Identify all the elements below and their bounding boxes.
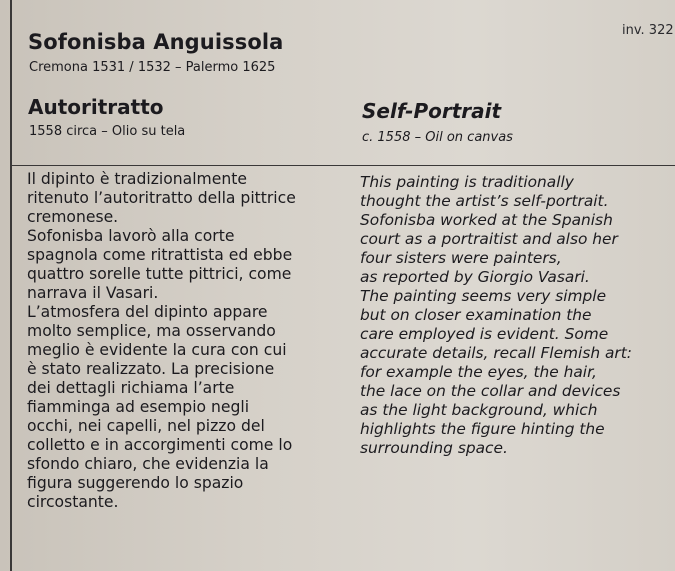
divider-line	[12, 165, 675, 166]
description-line-english: thought the artist’s self-portrait.	[360, 192, 609, 210]
description-line-italian: dei dettagli richiama l’arte	[27, 379, 235, 397]
description-line-english: the lace on the collar and devices	[360, 382, 621, 400]
description-line-italian: quattro sorelle tutte pittrici, come	[27, 265, 292, 283]
description-line-english: court as a portraitist and also her	[360, 230, 618, 248]
description-line-english: The painting seems very simple	[360, 287, 607, 305]
description-line-italian: Sofonisba lavorò alla corte	[27, 227, 235, 245]
description-line-italian: meglio è evidente la cura con cui	[27, 341, 287, 359]
description-line-english: This painting is traditionally	[360, 173, 574, 191]
description-line-italian: Il dipinto è tradizionalmente	[27, 170, 247, 188]
description-line-italian: molto semplice, ma osservando	[27, 322, 276, 340]
description-italian	[27, 170, 296, 512]
description-line-italian: spagnola come ritrattista ed ebbe	[27, 246, 293, 264]
description-line-italian: circostante.	[27, 493, 119, 511]
description-line-english: four sisters were painters,	[360, 249, 562, 267]
description-line-italian: ritenuto l’autoritratto della pittrice	[27, 189, 296, 207]
description-line-italian: sfondo chiaro, che evidenzia la	[27, 455, 269, 473]
info-italian: 1558 circa – Olio su tela	[29, 124, 186, 139]
title-italian: Autoritratto	[28, 95, 164, 119]
inventory-number: inv. 322	[622, 23, 674, 38]
artist-name: Sofonisba Anguissola	[28, 30, 284, 54]
artist-dates: Cremona 1531 / 1532 – Palermo 1625	[29, 60, 276, 75]
description-line-italian: colletto e in accorgimenti come lo	[27, 436, 293, 454]
description-line-italian: figura suggerendo lo spazio	[27, 474, 244, 492]
description-line-english: as the light background, which	[360, 401, 598, 419]
description-line-english: care employed is evident. Some	[360, 325, 609, 343]
description-line-english: surrounding space.	[360, 439, 508, 457]
description-line-italian: cremonese.	[27, 208, 119, 226]
description-line-english: highlights the figure hinting the	[360, 420, 605, 438]
description-line-italian: fiamminga ad esempio negli	[27, 398, 250, 416]
description-line-italian: occhi, nei capelli, nel pizzo del	[27, 417, 265, 435]
description-line-italian: narrava il Vasari.	[27, 284, 159, 302]
description-line-english: accurate details, recall Flemish art:	[360, 344, 632, 362]
description-line-english: Sofonisba worked at the Spanish	[360, 211, 613, 229]
description-line-italian: L’atmosfera del dipinto appare	[27, 303, 268, 321]
description-line-english: as reported by Giorgio Vasari.	[360, 268, 590, 286]
label-edge-line	[10, 0, 12, 571]
description-line-italian: è stato realizzato. La precisione	[27, 360, 275, 378]
info-english: c. 1558 – Oil on canvas	[362, 130, 513, 145]
description-english	[360, 173, 632, 458]
description-line-english: for example the eyes, the hair,	[360, 363, 597, 381]
description-line-english: but on closer examination the	[360, 306, 592, 324]
title-english: Self-Portrait	[362, 99, 502, 123]
